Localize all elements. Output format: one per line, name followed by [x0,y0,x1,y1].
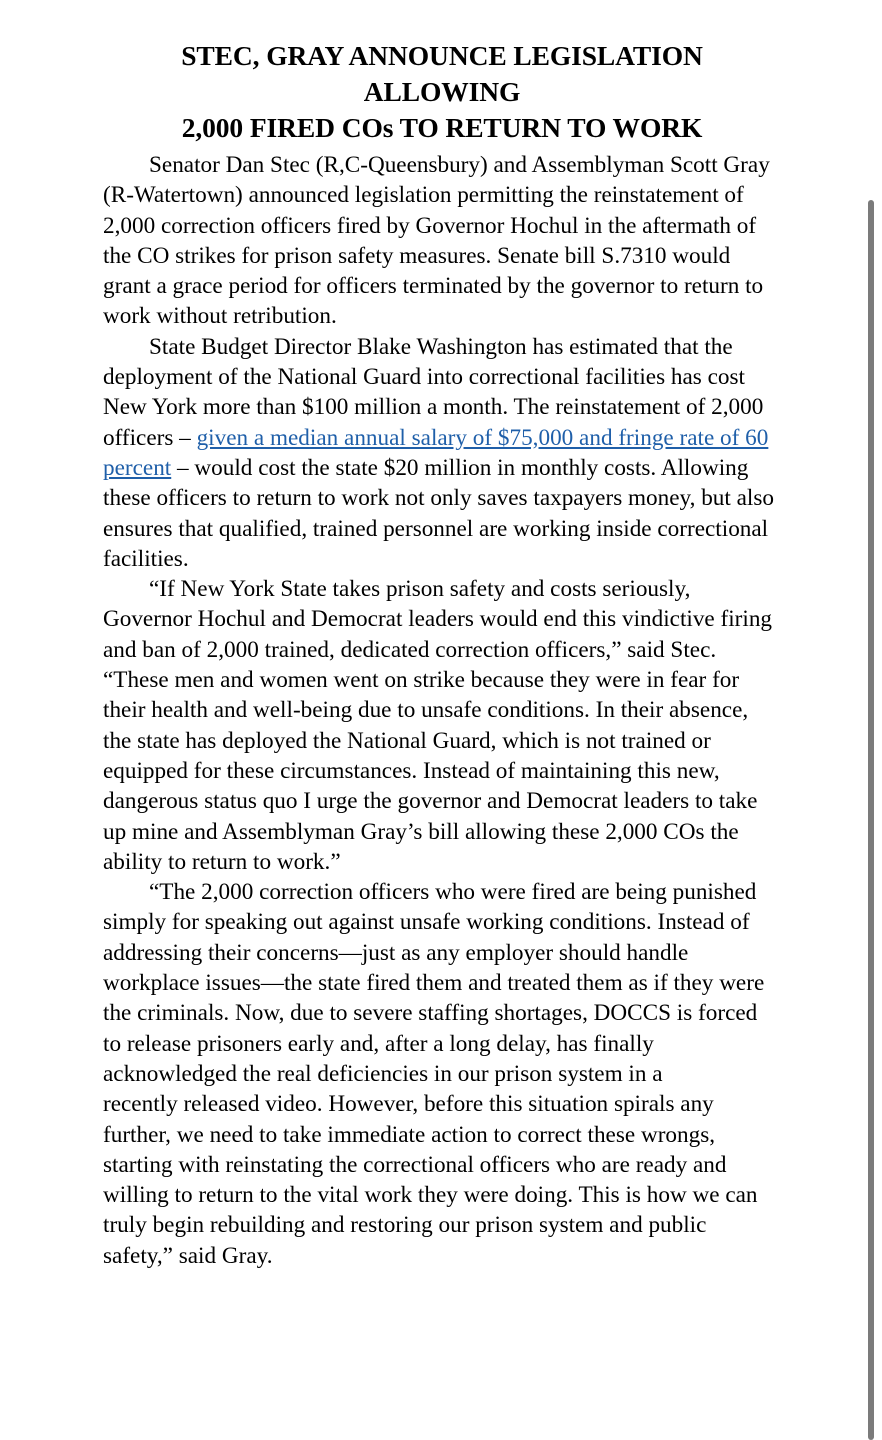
headline-line-2: ALLOWING [363,76,521,107]
headline-line-3: 2,000 FIRED COs TO RETURN TO WORK [181,112,703,143]
paragraph-intro [103,150,781,332]
paragraph-intro-text: Senator Dan Stec (R,C-Queensbury) and Assemblyman Scott Gray (R-Watertown) announced legislation permitting the reinstatement of 2,000 correction officers fired by Governor Hochul in the aftermath of the CO strikes for prison safety measures. Senate bill S.7310 would grant a grace period for officers terminated by the governor to return to work without retribution. [103,152,770,330]
paragraph-budget-text-before-link: State Budget Director Blake Washington has estimated that the deployment of the National Guard into correctional facilities has cost New York more than $100 million a month. The reinstatement of 2,000 officers – [103,333,764,451]
paragraph-gray-quote-text-part1: “The 2,000 correction officers who were fired are being punished simply for speaking out against unsafe working conditions. Instead of addressing their concerns—just as any employer should handle workplace issues—the state fired them and treated them as if they were the criminals. Now, due to severe staffing shortages, DOCCS is forced to release prisoners early and, after a long delay, has finally acknowledged the real deficiencies in our prison system in a [103,879,765,1087]
paragraph-budget [103,332,781,574]
scrollbar-thumb[interactable] [868,200,874,1440]
paragraph-gray-quote [103,877,781,1271]
vertical-scrollbar[interactable] [860,0,882,1440]
paragraph-gray-quote-text-part2: recently released video. However, before this situation spirals any further, we need to take immediate action to correct these wrongs, starting with reinstating the correctional officers who are ready and willing to return to the vital work they were doing. This is how we can truly begin rebuilding and restoring our prison system and public safety,” said Gray. [103,1091,758,1269]
page-title [103,38,781,146]
headline-line-1: STEC, GRAY ANNOUNCE LEGISLATION [181,40,703,71]
paragraph-stec-quote [103,574,781,877]
document-body [103,38,781,1271]
paragraph-stec-quote-text: “If New York State takes prison safety and costs seriously, Governor Hochul and Democrat leaders would end this vindictive firing and ban of 2,000 trained, dedicated correction officers,” said Stec. “These men and women went on strike because they were in fear for their health and well-being due to unsafe conditions. In their absence, the state has deployed the National Guard, which is not trained or equipped for these circumstances. Instead of maintaining this new, dangerous status quo I urge the governor and Democrat leaders to take up mine and Assemblyman Gray’s bill allowing these 2,000 COs the ability to return to work.” [103,576,773,875]
paragraph-budget-text-after-link: – would cost the state $20 million in monthly costs. Allowing these officers to return to work not only saves taxpayers money, but also ensures that qualified, trained personnel are working inside correctional facilities. [103,454,774,572]
median-salary-link[interactable]: given a median annual salary of $75,000 and fringe rate of 60 percent [103,424,769,481]
